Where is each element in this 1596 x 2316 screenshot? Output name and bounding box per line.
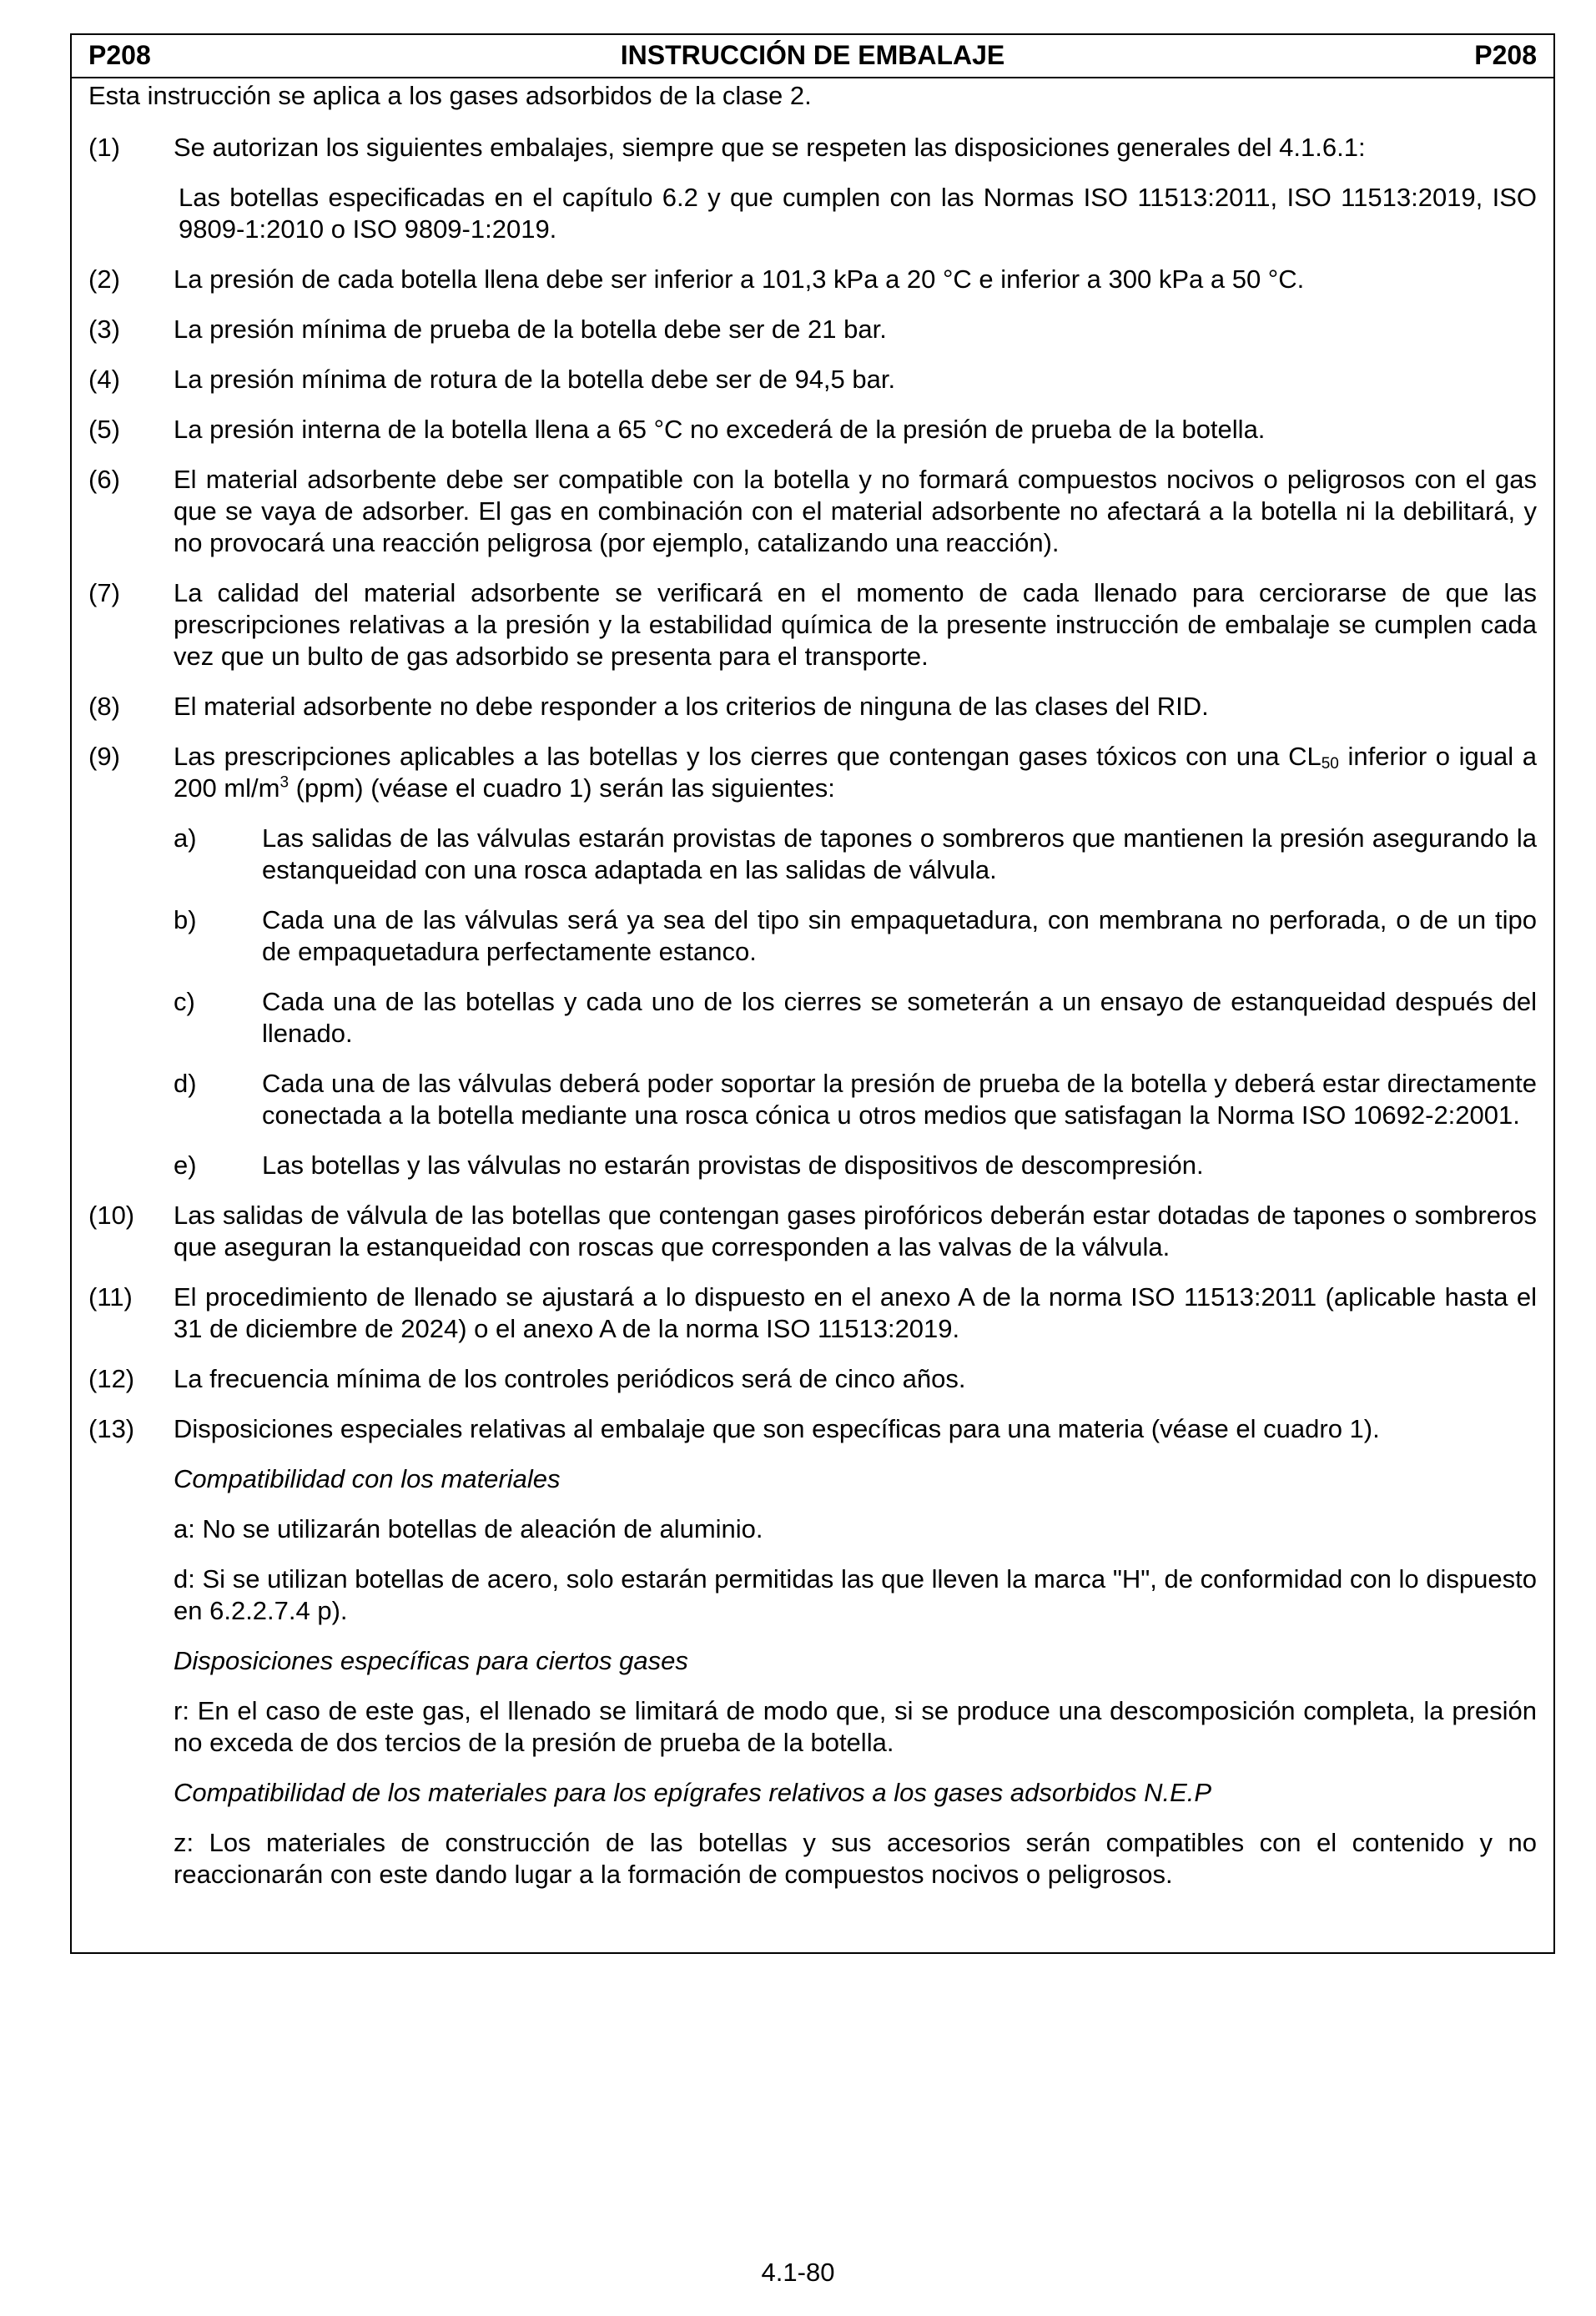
paragraph-text: La frecuencia mínima de los controles periódicos será de cinco años. <box>174 1364 966 1393</box>
paragraph-text <box>174 741 1537 804</box>
section-heading-gases: Disposiciones específicas para ciertos gases <box>174 1646 688 1675</box>
paragraph-text: El material adsorbente debe ser compatible con la botella y no formará compuestos nocivos o peligrosos con el gas que se vaya de adsorber. El gas en combinación con el material adsorbente no afectará a la botella ni la debilitará, y no provocará una reacción peligrosa (por ejemplo, catalizando una reacción). <box>174 465 1537 557</box>
paragraph-3 <box>88 314 1537 345</box>
paragraph-7 <box>88 577 1537 672</box>
paragraph-text: El material adsorbente no debe responder a los criterios de ninguna de las clases del RID. <box>174 692 1209 721</box>
paragraph-subtext: Las botellas especificadas en el capítulo 6.2 y que cumplen con las Normas ISO 11513:2011, ISO 11513:2019, ISO 9809-1:2010 o ISO 9809-1:2019. <box>179 183 1537 244</box>
instruction-code-left: P208 <box>88 40 151 70</box>
sub-item-b <box>174 904 1537 968</box>
paragraph-10 <box>88 1200 1537 1263</box>
paragraph-9 <box>88 741 1537 1181</box>
paragraph-text: La calidad del material adsorbente se verificará en el momento de cada llenado para cerciorarse de que las prescripciones relativas a la presión y la estabilidad química de la presente instrucción de embalaje se cumplen cada vez que un bulto de gas adsorbido se presenta para el transporte. <box>174 578 1537 671</box>
paragraph-number: (7) <box>88 578 120 607</box>
paragraph-number: (6) <box>88 465 120 494</box>
paragraph-number: (2) <box>88 264 120 294</box>
paragraph-11 <box>88 1281 1537 1345</box>
paragraph-number: (3) <box>88 315 120 344</box>
instruction-title: INSTRUCCIÓN DE EMBALAJE <box>620 40 1005 70</box>
instruction-code-right: P208 <box>1474 40 1537 70</box>
sub-item-d <box>174 1068 1537 1131</box>
sub-item-text: Las salidas de las válvulas estarán provistas de tapones o sombreros que mantienen la presión asegurando la estanqueidad con una rosca adaptada en las salidas de válvula. <box>262 823 1537 884</box>
paragraph-text: La presión mínima de prueba de la botella debe ser de 21 bar. <box>174 315 887 344</box>
sub-item-text: Cada una de las válvulas deberá poder soportar la presión de prueba de la botella y deberá estar directamente conectada a la botella mediante una rosca cónica u otros medios que satisfagan la Norma ISO 10692-2:2001. <box>262 1069 1537 1130</box>
sub-item-e <box>174 1150 1537 1181</box>
paragraph-number: (5) <box>88 415 120 444</box>
paragraph-4 <box>88 364 1537 395</box>
provision-r: r: En el caso de este gas, el llenado se limitará de modo que, si se produce una descomposición completa, la presión no exceda de dos tercios de la presión de prueba de la botella. <box>174 1696 1537 1757</box>
paragraph-8 <box>88 691 1537 722</box>
paragraph-13 <box>88 1413 1537 1445</box>
paragraph-number: (10) <box>88 1201 135 1230</box>
paragraph-text: Se autorizan los siguientes embalajes, siempre que se respeten las disposiciones generales del 4.1.6.1: <box>174 133 1366 162</box>
text-part: Las prescripciones aplicables a las botellas y los cierres que contengan gases tóxicos con una CL <box>174 742 1322 771</box>
paragraph-text: Las salidas de válvula de las botellas que contengan gases pirofóricos deberán estar dotadas de tapones o sombreros que aseguran la estanqueidad con roscas que corresponden a las valvas de la válvula. <box>174 1201 1537 1261</box>
provision-a: a: No se utilizarán botellas de aleación de aluminio. <box>174 1514 763 1543</box>
paragraph-1 <box>88 132 1537 245</box>
paragraph-number: (9) <box>88 742 120 771</box>
sub-item-text: Cada una de las botellas y cada uno de los cierres se someterán a un ensayo de estanqueidad después del llenado. <box>262 987 1537 1048</box>
paragraph-number: (12) <box>88 1364 135 1393</box>
sub-item-letter: c) <box>174 987 195 1016</box>
paragraph-number: (13) <box>88 1414 135 1443</box>
instruction-header <box>72 35 1553 78</box>
paragraph-2 <box>88 264 1537 295</box>
paragraph-number: (11) <box>88 1282 133 1312</box>
paragraph-text: La presión de cada botella llena debe ser inferior a 101,3 kPa a 20 °C e inferior a 300 kPa a 50 °C. <box>174 264 1305 294</box>
intro-text: Esta instrucción se aplica a los gases adsorbidos de la clase 2. <box>88 81 812 110</box>
paragraph-5 <box>88 414 1537 446</box>
provision-d: d: Si se utilizan botellas de acero, solo estarán permitidas las que lleven la marca "H", de conformidad con lo dispuesto en 6.2.2.7.4 p). <box>174 1564 1537 1625</box>
paragraph-text: Disposiciones especiales relativas al embalaje que son específicas para una materia (véase el cuadro 1). <box>174 1414 1380 1443</box>
sub-item-letter: e) <box>174 1150 197 1180</box>
text-part: inferior o igual a 200 ml/m <box>174 742 1537 803</box>
sub-item-letter: d) <box>174 1069 197 1098</box>
paragraph-12 <box>88 1363 1537 1395</box>
sub-item-letter: a) <box>174 823 197 853</box>
text-part: (ppm) (véase el cuadro 1) serán las siguientes: <box>289 773 835 803</box>
sub-item-text: Las botellas y las válvulas no estarán provistas de dispositivos de descompresión. <box>262 1150 1204 1180</box>
page-number: 4.1-80 <box>761 2258 835 2287</box>
sub-item-a <box>174 823 1537 886</box>
paragraph-text: La presión mínima de rotura de la botella debe ser de 94,5 bar. <box>174 365 896 394</box>
sub-item-text: Cada una de las válvulas será ya sea del tipo sin empaquetadura, con membrana no perforada, o de un tipo de empaquetadura perfectamente estanco. <box>262 905 1537 966</box>
paragraph-text: La presión interna de la botella llena a 65 °C no excederá de la presión de prueba de la botella. <box>174 415 1266 444</box>
packing-instruction-frame <box>70 33 1555 1954</box>
section-heading-nep: Compatibilidad de los materiales para los epígrafes relativos a los gases adsorbidos N.E.P <box>174 1778 1212 1807</box>
sub-item-letter: b) <box>174 905 197 934</box>
paragraph-number: (1) <box>88 133 120 162</box>
paragraph-6 <box>88 464 1537 559</box>
instruction-body <box>72 78 1553 1891</box>
paragraph-text: El procedimiento de llenado se ajustará a lo dispuesto en el anexo A de la norma ISO 11513:2011 (aplicable hasta el 31 de diciembre de 2024) o el anexo A de la norma ISO 11513:2019. <box>174 1282 1537 1343</box>
cl-subscript: 50 <box>1321 755 1339 773</box>
paragraph-number: (4) <box>88 365 120 394</box>
paragraph-number: (8) <box>88 692 120 721</box>
cubic-superscript: 3 <box>279 773 289 792</box>
sub-item-list <box>174 823 1537 1181</box>
provision-z: z: Los materiales de construcción de las botellas y sus accesorios serán compatibles con el contenido y no reaccionarán con este dando lugar a la formación de compuestos nocivos o peligrosos. <box>174 1828 1537 1889</box>
sub-item-c <box>174 986 1537 1050</box>
section-heading-materials: Compatibilidad con los materiales <box>174 1464 561 1493</box>
